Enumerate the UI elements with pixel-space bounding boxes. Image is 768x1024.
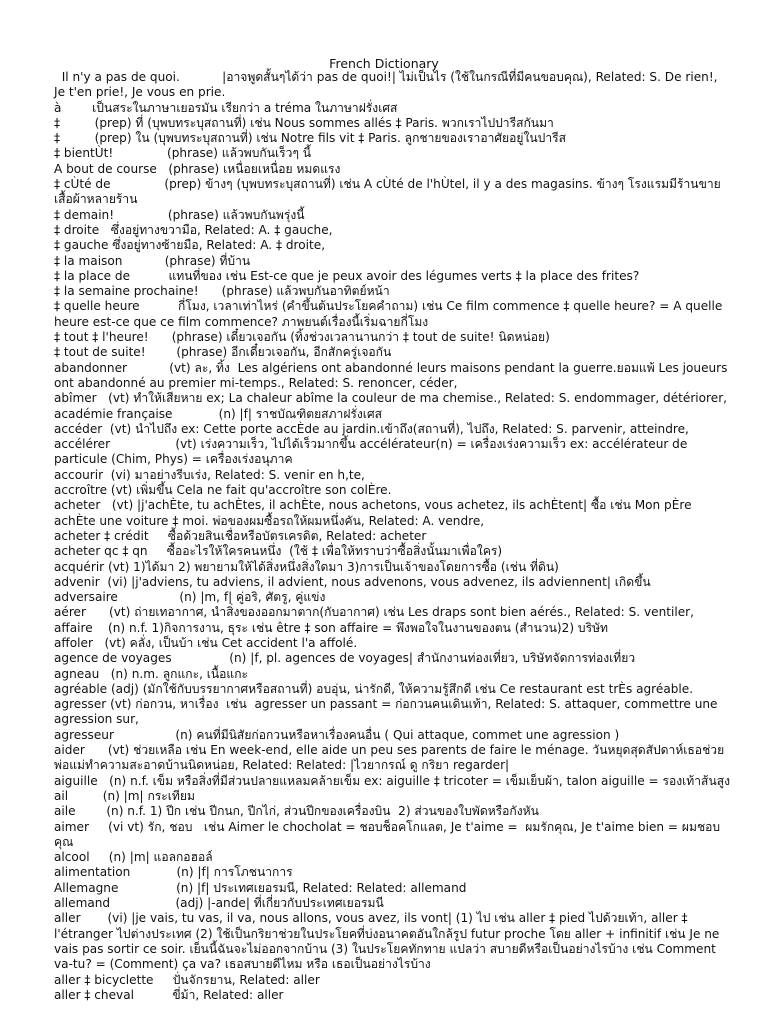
dictionary-entry: ‡ quelle heure กี่โมง, เวลาเท่าไหร่ (คำขึ้นต้นประโยคคำถาม) เช่น Ce film commence ‡ quelle heure? = A quelle heure est-ce que ce film commence? ภาพยนต์เรื่องนี้เริ่มฉายกี่โมง (54, 299, 727, 329)
dictionary-entry: agresseur (n) คนที่มีนิสัยก่อกวนหรือหาเรื่องคนอื่น ( Qui attaque, commet une agression ) (54, 727, 620, 742)
dictionary-entry: agréable (adj) (มักใช้กับบรรยากาศหรือสถานที่) อบอุ่น, น่ารักดี, ให้ความรู้สึกดี เช่น Ce restaurant est trÈs agréable. (54, 681, 694, 696)
dictionary-entry: ‡ la semaine prochaine! (phrase) แล้วพบกันอาทิตย์หน้า (54, 284, 390, 299)
dictionary-entry: ‡ (prep) ที่ (บุพบทระบุสถานที่) เช่น Nous sommes allés ‡ Paris. พวกเราไปปารีสกันมา (54, 115, 554, 130)
dictionary-entry: accroître (vt) เพิ่มขึ้น Cela ne fait qu'accroître son colÈre. (54, 483, 392, 498)
dictionary-entry: ‡ (prep) ใน (บุพบทระบุสถานที่) เช่น Notre fils vit ‡ Paris. ลูกชายของเราอาศัยอยู่ในปารีส (54, 131, 567, 146)
dictionary-entry: allemand (adj) |-ande| ที่เกี่ยวกับประเทศเยอรมนี (54, 896, 384, 911)
dictionary-entry: ail (n) |m| กระเทียม (54, 788, 195, 803)
dictionary-entry: aimer (vi vt) รัก, ชอบ เช่น Aimer le chocholat = ชอบช็อคโกแลต, Je t'aime = ผมรักคุณ, Je t'aime bien = ผมชอบคุณ (54, 819, 721, 849)
page-title: French Dictionary (329, 56, 439, 71)
dictionary-entry: Allemagne (n) |f| ประเทศเยอรมนี, Related: Related: allemand (54, 880, 467, 895)
dictionary-entry: abandonner (vt) ละ, ทิ้ง Les algériens ont abandonné leurs maisons pendant la guerre.ยอมแพ้ Les joueurs ont abandonné au premier mi-temps., Related: S. renoncer, céder, (54, 360, 732, 390)
dictionary-entry: académie française (n) |f| ราชบัณฑิตยสภาฝรั่งเศส (54, 406, 383, 421)
dictionary-entry: acquérir (vt) 1)ได้มา 2) พยายามให้ได้สิ่งหนึ่งสิ่งใดมา 3)การเป็นเจ้าของโดยการซื้อ (เช่น ที่ดิน) (54, 559, 559, 574)
dictionary-entry: advenir (vi) |j'adviens, tu adviens, il advient, nous advenons, vous advenez, ils adviennent| เกิดขึ้น (54, 574, 651, 589)
dictionary-entry: acheter ‡ crédit ซื้อด้วยสินเชื่อหรือบัตรเครดิต, Related: acheter (54, 528, 427, 543)
dictionary-entry: aller (vi) |je vais, tu vas, il va, nous allons, vous avez, ils vont| (1) ไป เช่น aller ‡ pied ไปด้วยเท้า, aller ‡ l'étranger ไปต่างประเทศ (2) ใช้เป็นกริยาช่วยในประโยคที่บ่งอนาคตอันใกล้รูป futur proche โดย aller + infinitif เช่น Je ne vais pas sortir ce soir. เย็นนี้ฉันจะไม่ออกจากบ้าน (3) ในประโยคทักทาย แปลว่า สบายดีหรือเป็นอย่างไรบ้าง เช่น Comment va-tu? = (Comment) ça va? เธอสบายดีไหม หรือ เธอเป็นอย่างไรบ้าง (54, 911, 724, 972)
dictionary-entry: ‡ tout de suite! (phrase) อีกเดี๋ยวเจอกัน, อีกสักครู่เจอกัน (54, 345, 392, 360)
dictionary-entry: alimentation (n) |f| การโภชนาการ (54, 865, 293, 880)
dictionary-entry: ‡ cÙté de (prep) ข้างๆ (บุพบทระบุสถานที่) เช่น A cÙté de l'hÙtel, il y a des magasins. ข้างๆ โรงแรมมีร้านขายเสื้อผ้าหลายร้าน (54, 177, 721, 207)
dictionary-entry: acheter (vt) |j'achÈte, tu achÈtes, il achÈte, nous achetons, vous achetez, ils achÈtent| ซื้อ เช่น Mon pÈre achÈte une voiture ‡ moi. พ่อของผมซื้อรถให้ผมหนึ่งคัน, Related: A. vendre, (54, 498, 696, 528)
dictionary-entry: agresser (vt) ก่อกวน, หาเรื่อง เช่น agresser un passant = ก่อกวนคนเดินเท้า, Related: S. attaquer, commettre une agression sur, (54, 697, 722, 727)
dictionary-entry: aile (n) n.f. 1) ปีก เช่น ปีกนก, ปีกไก่, ส่วนปีกของเครื่องบิน 2) ส่วนของใบพัดหรือกังหัน (54, 804, 539, 819)
dictionary-entry: à เป็นสระในภาษาเยอรมัน เรียกว่า a tréma ในภาษาฝรั่งเศส (54, 100, 398, 115)
dictionary-entry: agence de voyages (n) |f, pl. agences de voyages| สำนักงานท่องเที่ยว, บริษัทจัดการท่องเที่ยว (54, 651, 636, 666)
dictionary-entry: accélérer (vt) เร่งความเร็ว, ไปได้เร็วมากขึ้น accélérateur(n) = เครื่องเร่งความเร็ว ex: accélérateur de particule (Chim, Phys) = เครื่องเร่งอนุภาค (54, 437, 692, 467)
dictionary-entry: ‡ tout ‡ l'heure! (phrase) เดี๋ยวเจอกัน (ทิ้งช่วงเวลานานกว่า ‡ tout de suite! นิดหน่อย) (54, 330, 550, 345)
dictionary-entry: ‡ la place de แทนที่ของ เช่น Est-ce que je peux avoir des légumes verts ‡ la place des frites? (54, 268, 640, 283)
dictionary-entry: Il n'y a pas de quoi. |อาจพูดสั้นๆได้ว่า pas de quoi!| ไม่เป็นไร (ใช้ในกรณีที่มีคนขอบคุณ), Related: S. De rien!, Je t'en prie!, Je vous en prie. (54, 70, 722, 100)
dictionary-entry: abîmer (vt) ทำให้เสียหาย ex; La chaleur abîme la couleur de ma chemise., Related: S. endommager, détériorer, (54, 391, 728, 406)
dictionary-entry: ‡ droite ซึ่งอยู่ทางขวามือ, Related: A. ‡ gauche, (54, 222, 333, 237)
dictionary-entry: ‡ demain! (phrase) แล้วพบกันพรุ่งนี้ (54, 207, 305, 222)
dictionary-entry: accéder (vt) นำไปถึง ex: Cette porte accÈde au jardin.เข้าถึง(สถานที่), ไปถึง, Related: S. parvenir, atteindre, (54, 421, 689, 436)
dictionary-entry: ‡ gauche ซึ่งอยู่ทางซ้ายมือ, Related: A. ‡ droite, (54, 238, 326, 253)
dictionary-entry: affaire (n) n.f. 1)กิจการงาน, ธุระ เช่น être ‡ son affaire = พึงพอใจในงานของตน (สำนวน)2) บริษัท (54, 620, 609, 635)
dictionary-entry: affoler (vt) คลั่ง, เป็นบ้า เช่น Cet accident l'a affolé. (54, 635, 358, 650)
dictionary-entry: aller ‡ bicyclette ปั่นจักรยาน, Related: aller (54, 972, 320, 987)
dictionary-entry: acheter qc ‡ qn ซื้ออะไรให้ใครคนหนึ่ง (ใช้ ‡ เพื่อให้ทราบว่าซื้อสิ่งนั้นมาเพื่อใคร) (54, 544, 503, 559)
dictionary-entry: accourir (vi) มาอย่างรีบเร่ง, Related: S. venir en h‚te, (54, 467, 365, 482)
dictionary-entry: agneau (n) n.m. ลูกแกะ, เนื้อแกะ (54, 666, 249, 681)
dictionary-entry: A bout de course (phrase) เหนื่อยเหนื่อย หมดแรง (54, 161, 341, 176)
dictionary-entry: aérer (vt) ถ่ายเทอากาศ, นำสิ่งของออกมาตาก(กับอากาศ) เช่น Les draps sont bien aérés., Related: S. ventiler, (54, 605, 694, 620)
dictionary-entry: aller ‡ cheval ขี่ม้า, Related: aller (54, 987, 284, 1002)
dictionary-entries (54, 70, 730, 1003)
dictionary-entry: ‡ bientÙt! (phrase) แล้วพบกันเร็วๆ นี้ (54, 146, 312, 161)
dictionary-entry: ‡ la maison (phrase) ที่บ้าน (54, 253, 251, 268)
dictionary-entry: adversaire (n) |m, f| คู่อริ, ศัตรู, คู่แข่ง (54, 590, 326, 605)
dictionary-entry: alcool (n) |m| แอลกอฮอล์ (54, 850, 213, 865)
dictionary-entry: aider (vt) ช่วยเหลือ เช่น En week-end, elle aide un peu ses parents de faire le ménage. วันหยุดสุดสัปดาห์เธอช่วยพ่อแม่ทำความสะอาดบ้านนิดหน่อย, Related: Related: |ไวยากรณ์ ดู กริยา regarder| (54, 743, 725, 773)
dictionary-entry: aiguille (n) n.f. เข็ม หรือสิ่งที่มีส่วนปลายแหลมคล้ายเข็ม ex: aiguille ‡ tricoter = เข็มเย็บผ้า, talon aiguille = รองเท้าส้นสูง (54, 773, 730, 788)
